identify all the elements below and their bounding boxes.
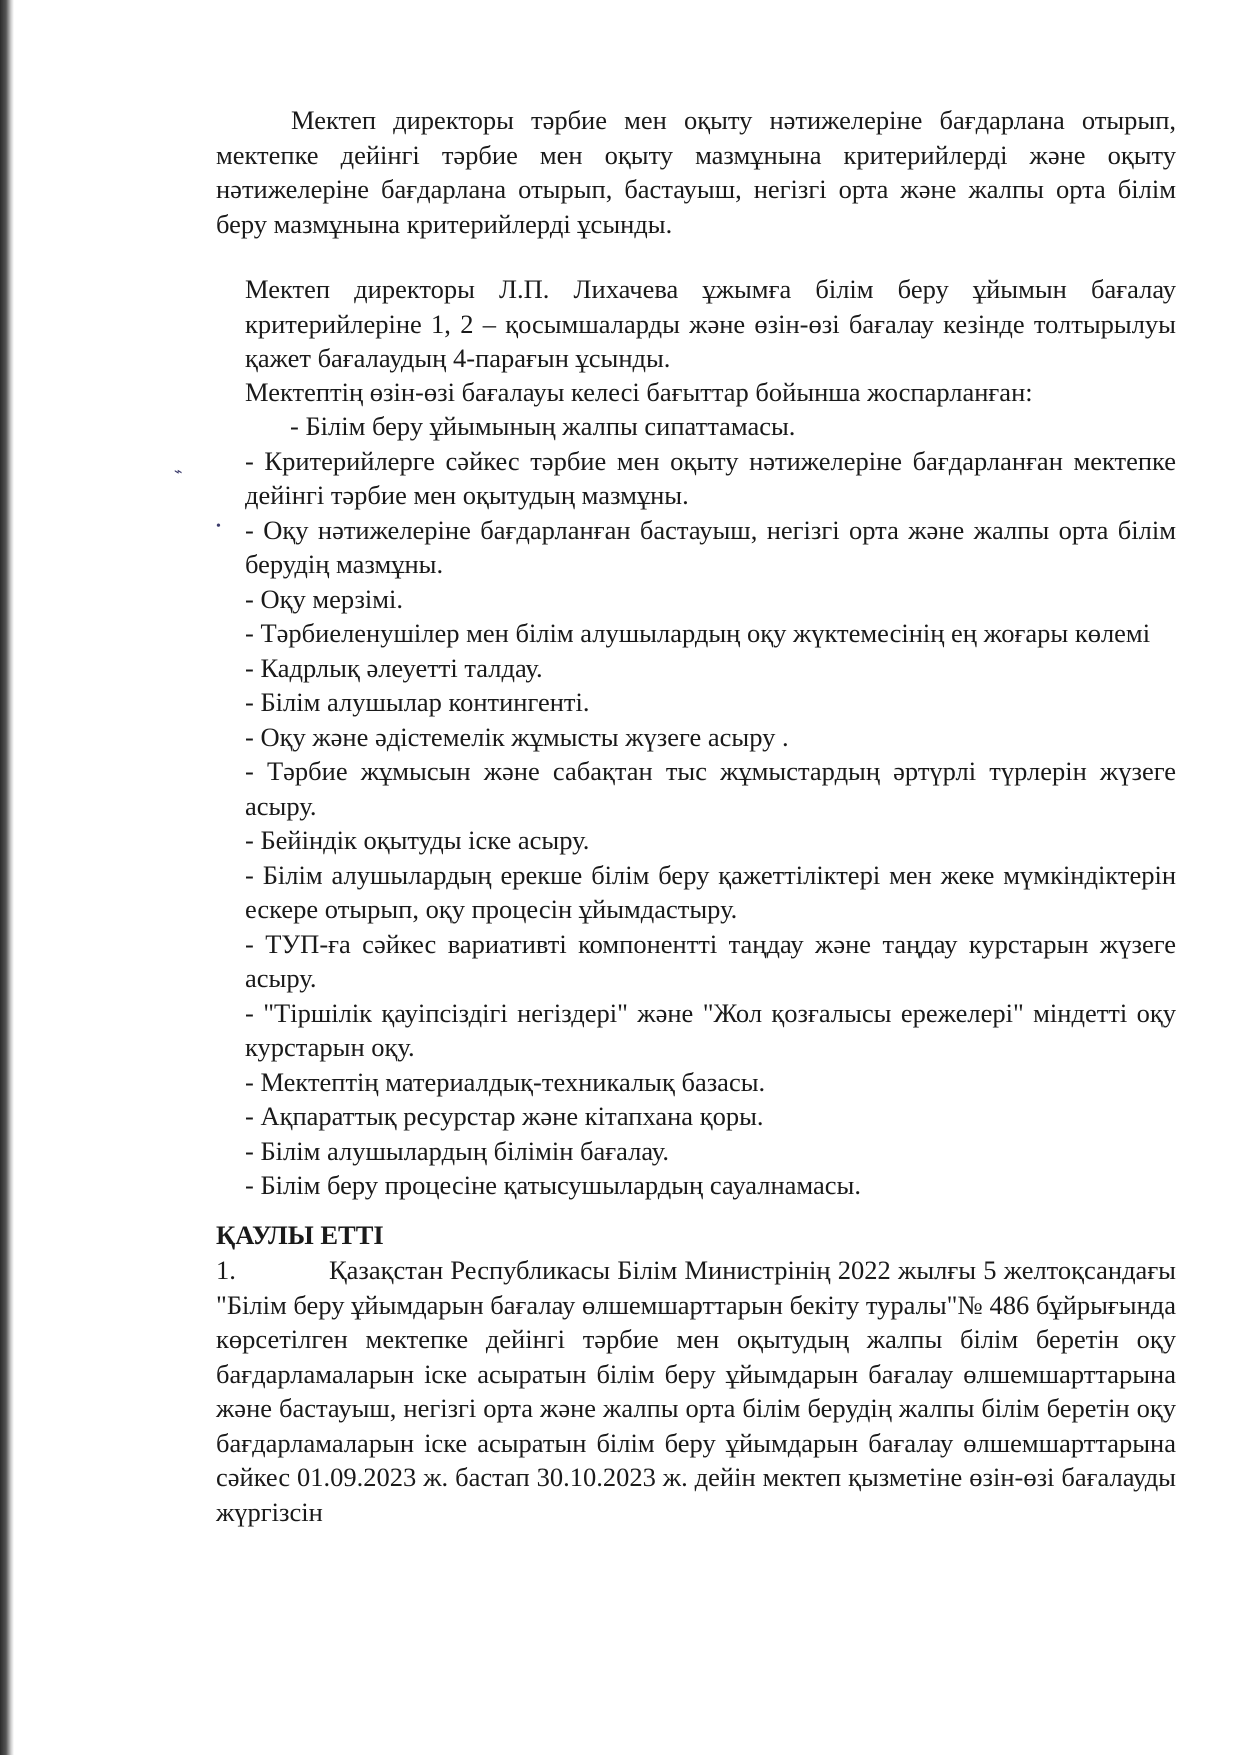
direction-item: - Оқу және әдістемелік жұмысты жүзеге асыру . (245, 721, 789, 752)
direction-item: - Мектептің материалдық-техникалық базасы. (245, 1066, 766, 1097)
direction-item: - Критерийлерге сәйкес тәрбие мен оқыту нәтижелеріне бағдарланған мектепке дейінгі тәрбие мен оқытудың мазмұны. (245, 445, 1176, 510)
direction-item: - Білім алушылардың ерекше білім беру қажеттіліктері мен жеке мүмкіндіктерін ескере отырып, оқу процесін ұйымдастыру. (245, 859, 1176, 924)
resolution-text: Қазақстан Республикасы Білім Министрінің 2022 жылғы 5 желтоқсандағы "Білім беру ұйымдарын бағалау өлшемшарттарын бекіту туралы"№ 486 бұйрығында көрсетілген мектепке дейінгі тәрбие мен оқытудың жалпы білім беретін оқу бағдарламаларын іске асыратын білім беру ұйымдарын бағалау өлшемшарттарына және бастауыш, негізгі орта және жалпы орта білім берудің жалпы білім беретін оқу бағдарламаларын іске асыратын білім беру ұйымдарын бағалау өлшемшарттарына сәйкес 01.09.2023 ж. бастап 30.10.2023 ж. дейін мектеп қызметіне өзін-өзі бағалауды жүргізсін (216, 1255, 1176, 1527)
direction-item: - Ақпараттық ресурстар және кітапхана қоры. (245, 1101, 764, 1131)
direction-item: - Білім беру процесіне қатысушылардың сауалнамасы. (245, 1170, 861, 1200)
direction-item: - Кадрлық әлеуетті талдау. (245, 652, 543, 683)
direction-item: - Оқу мерзімі. (245, 583, 404, 614)
resolution-heading: ҚАУЛЫ ЕТТІ (216, 1220, 384, 1250)
direction-item: - Бейіндік оқытуды іске асыру. (245, 825, 590, 855)
director-paragraph: Мектеп директоры Л.П. Лихачева ұжымға білім беру ұйымын бағалау критерийлеріне 1, 2 – қосымшаларды және өзін-өзі бағалау кезінде толтырылуы қажет бағалаудың 4-парағын ұсынды. (245, 274, 1176, 373)
directions-list (245, 409, 1176, 1203)
resolution-paragraph (216, 1253, 1176, 1529)
direction-item: - Білім беру ұйымының жалпы сипаттамасы. (290, 411, 796, 441)
direction-item: - ТУП-ға сәйкес вариативті компонентті таңдау және таңдау курстарын жүзеге асыру. (245, 928, 1176, 993)
scan-speck: ⌁ (174, 465, 183, 480)
direction-item: - Оқу нәтижелеріне бағдарланған бастауыш, негізгі орта және жалпы орта білім берудің мазмұны. (245, 514, 1176, 579)
direction-item: - Білім алушылар контингенті. (245, 687, 590, 717)
direction-item: - Білім алушылардың білімін бағалау. (245, 1135, 670, 1166)
direction-item: - Тәрбие жұмысын және сабақтан тыс жұмыстардың әртүрлі түрлерін жүзеге асыру. (245, 756, 1176, 821)
direction-item: - Тәрбиеленушілер мен білім алушылардың оқу жүктемесінің ең жоғары көлемі (245, 618, 1151, 648)
resolution-number: 1. (216, 1255, 236, 1285)
self-assessment-intro: Мектептің өзін-өзі бағалауы келесі бағыттар бойынша жоспарланған: (245, 377, 1033, 407)
scan-speck: • (216, 519, 221, 534)
direction-item: - "Тіршілік қауіпсіздігі негіздері" және "Жол қозғалысы ережелері" міндетті оқу курстарын оқу. (245, 997, 1176, 1062)
intro-paragraph: Мектеп директоры тәрбие мен оқыту нәтижелеріне бағдарлана отырып, мектепке дейінгі тәрбие мен оқыту мазмұнына критерийлерді және оқыту нәтижелеріне бағдарлана отырып, бастауыш, негізгі орта және жалпы орта білім беру мазмұнына критерийлерді ұсынды. (216, 105, 1176, 239)
